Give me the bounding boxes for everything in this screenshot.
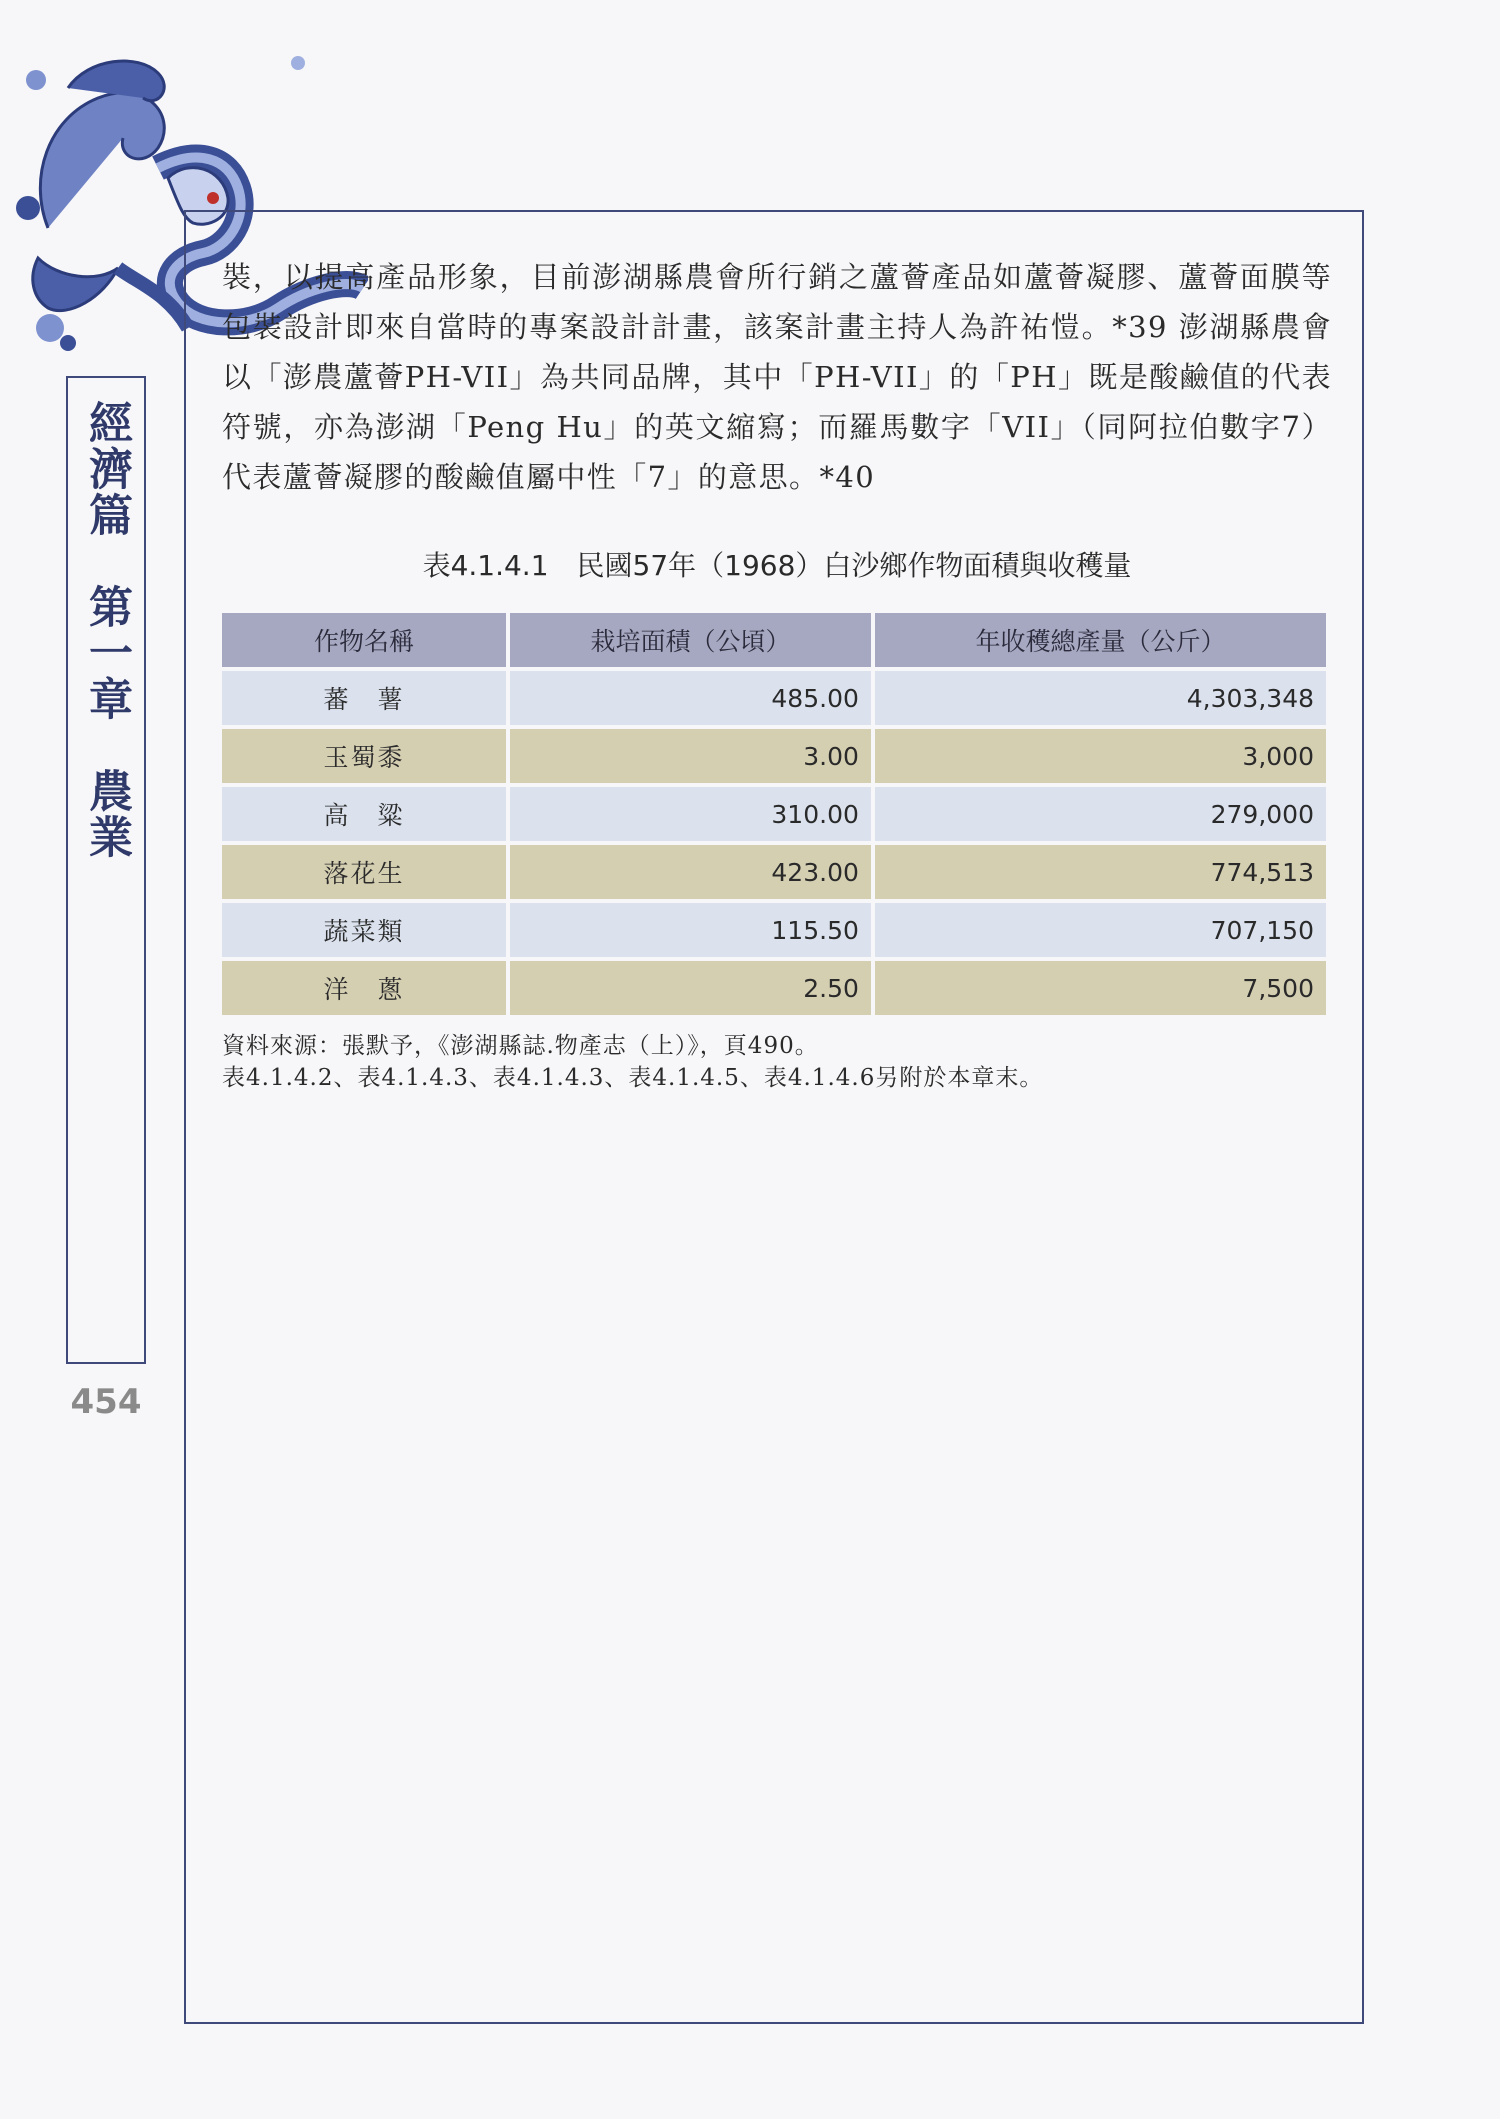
cell-area: 2.50 — [510, 961, 871, 1015]
header-area: 栽培面積（公頃） — [510, 613, 871, 667]
cell-area: 423.00 — [510, 845, 871, 899]
cell-crop-name: 洋 蔥 — [222, 961, 506, 1015]
table-row — [222, 671, 1326, 725]
source-note: 資料來源：張默予，《澎湖縣誌.物產志（上）》，頁490。 — [222, 1033, 819, 1059]
table-header-row — [222, 613, 1326, 667]
other-tables-note: 表4.1.4.2、表4.1.4.3、表4.1.4.3、表4.1.4.5、表4.1.4.6另附於本章末。 — [222, 1065, 1044, 1091]
cell-crop-name: 落花生 — [222, 845, 506, 899]
table-row — [222, 845, 1326, 899]
table-row — [222, 787, 1326, 841]
header-crop-name: 作物名稱 — [222, 613, 506, 667]
sidebar-chapter-box — [66, 376, 146, 1364]
header-yield: 年收穫總產量（公斤） — [875, 613, 1326, 667]
table-caption: 表4.1.4.1 民國57年（1968）白沙鄉作物面積與收穫量 — [422, 549, 1132, 582]
body-paragraph: 裝，以提高產品形象，目前澎湖縣農會所行銷之蘆薈產品如蘆薈凝膠、蘆薈面膜等包裝設計即來自當時的專案設計計畫，該案計畫主持人為許祐愷。*39 澎湖縣農會以「澎農蘆薈PH-VII」為共同品牌，其中「PH-VII」的「PH」既是酸鹼值的代表符號，亦為澎湖「Peng Hu」的英文縮寫；而羅馬數字「VII」（同阿拉伯數字7）代表蘆薈凝膠的酸鹼值屬中性「7」的意思。*40 — [222, 260, 1332, 494]
cell-yield: 279,000 — [875, 787, 1326, 841]
cell-crop-name: 蔬菜類 — [222, 903, 506, 957]
cell-yield: 774,513 — [875, 845, 1326, 899]
cell-crop-name: 玉蜀黍 — [222, 729, 506, 783]
cell-yield: 7,500 — [875, 961, 1326, 1015]
cell-yield: 3,000 — [875, 729, 1326, 783]
table-row — [222, 903, 1326, 957]
cell-area: 115.50 — [510, 903, 871, 957]
page-number: 454 — [70, 1382, 142, 1422]
cell-area: 3.00 — [510, 729, 871, 783]
cell-crop-name: 高 粱 — [222, 787, 506, 841]
cell-crop-name: 蕃 薯 — [222, 671, 506, 725]
cell-yield: 707,150 — [875, 903, 1326, 957]
cell-area: 310.00 — [510, 787, 871, 841]
cell-yield: 4,303,348 — [875, 671, 1326, 725]
cell-area: 485.00 — [510, 671, 871, 725]
table-row — [222, 961, 1326, 1015]
table-row — [222, 729, 1326, 783]
table-notes — [222, 1030, 1332, 1094]
sidebar-title: 經濟篇 第一章 農業 — [81, 400, 132, 860]
crop-table — [218, 609, 1330, 1019]
